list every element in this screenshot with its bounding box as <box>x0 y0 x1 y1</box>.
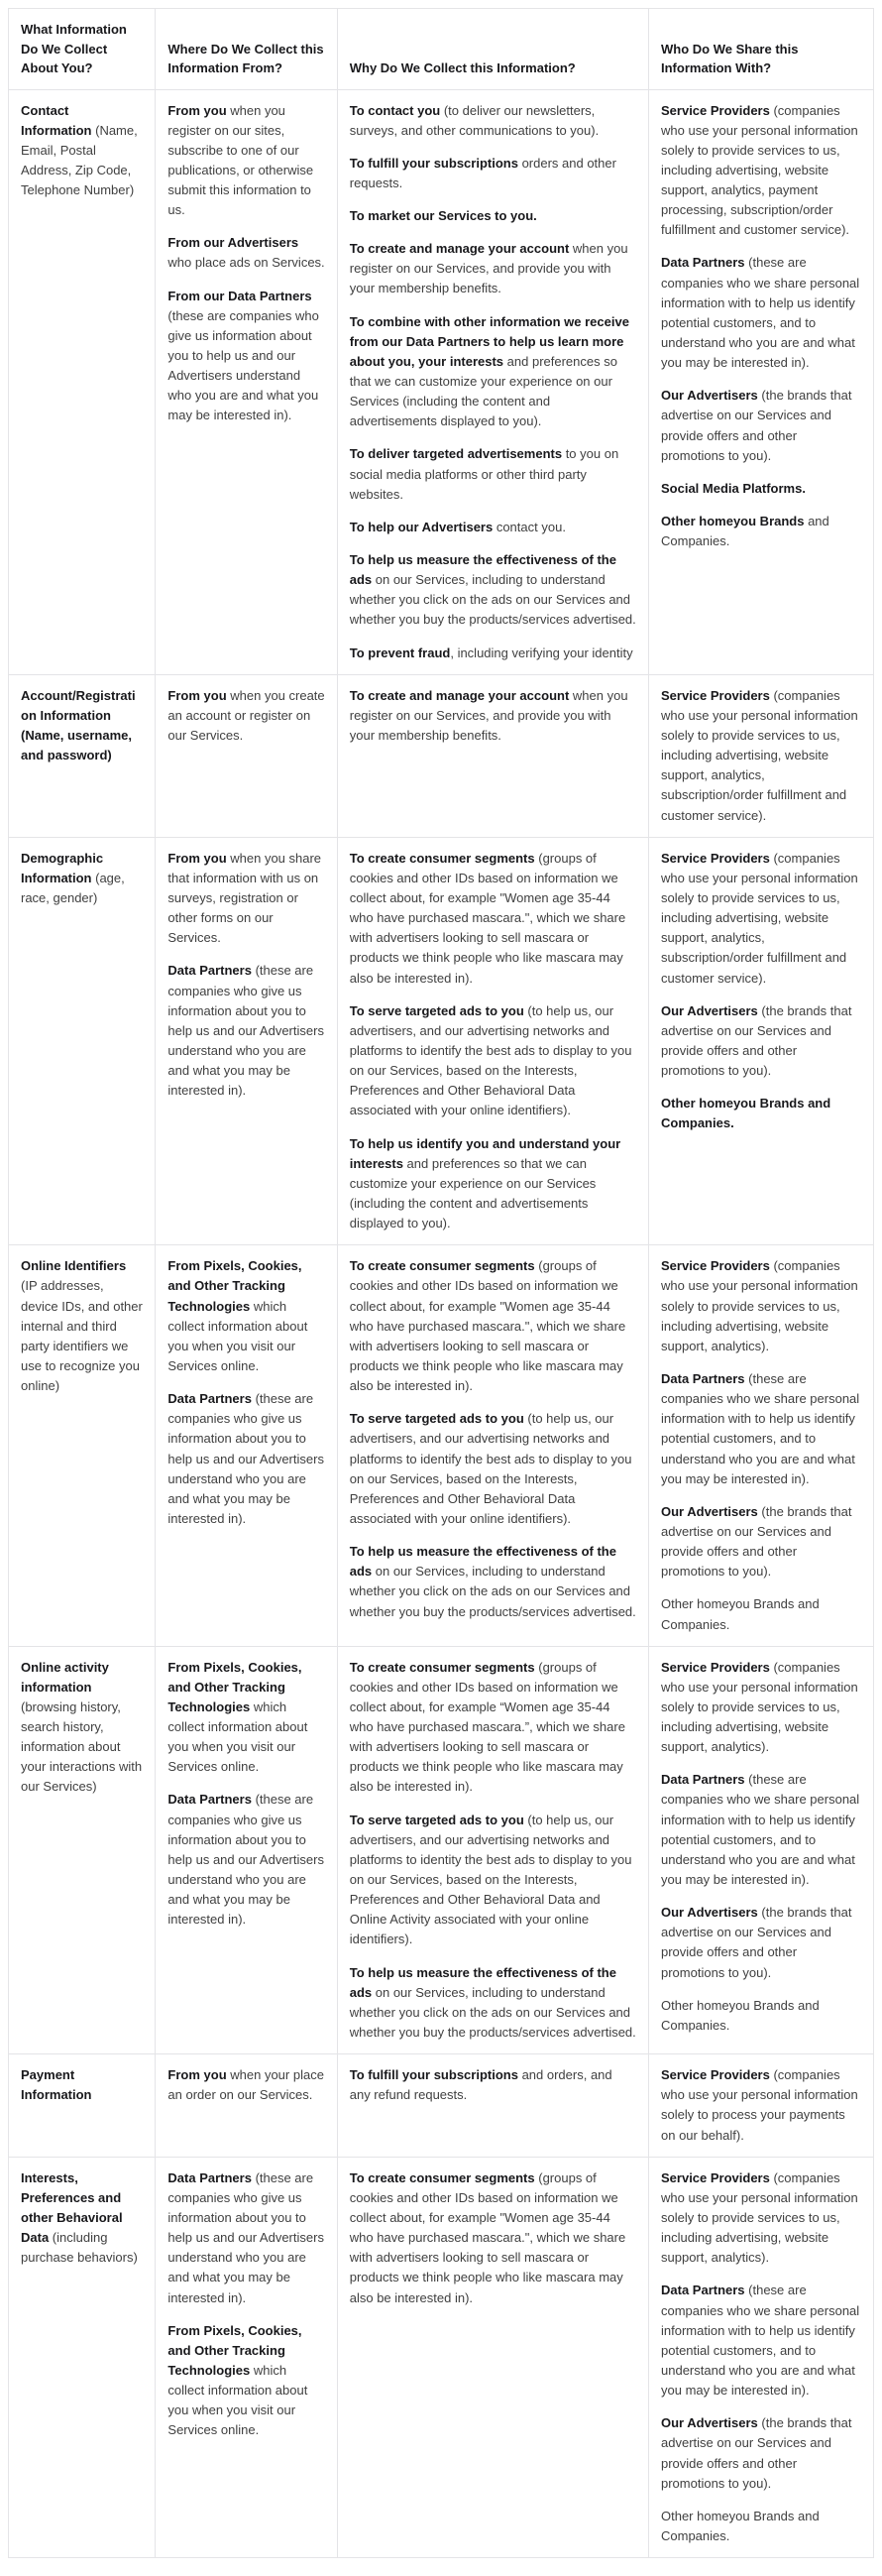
body-text: , including verifying your identity <box>450 644 633 660</box>
body-text: Other homeyou Brands and Companies. <box>661 1997 820 2033</box>
body-text: (these are companies who give us information about you to help us and our Advertisers understand who you are and what you may be interested in). <box>167 1391 324 1526</box>
data-collection-table <box>8 8 874 2558</box>
body-text: (companies who use your personal information solely to provide services to us, including advertising, website support, analytics, subscription/order fulfillment and customer service). <box>661 850 858 986</box>
bold-text: To create consumer segments <box>349 1258 535 1274</box>
cell-why-collect <box>337 89 648 674</box>
cell-paragraph <box>167 1658 324 1778</box>
cell-paragraph <box>661 1369 861 1489</box>
cell-why-collect <box>337 2157 648 2557</box>
cell-paragraph <box>167 961 324 1101</box>
bold-text: Payment Information <box>21 2067 92 2103</box>
body-text: orders and other requests. <box>349 155 616 190</box>
bold-text: Data Partners <box>167 1391 252 1407</box>
body-text: (to help us, our advertisers, and our advertising networks and platforms to identify the best ads to display to you on our Services, based on the Interests, Preferences and Other Behavioral Data associated with your online identifiers). <box>349 1002 632 1118</box>
cell-paragraph <box>661 1903 861 1983</box>
bold-text: Data Partners <box>167 963 252 979</box>
cell-who-share-with <box>649 1646 874 2054</box>
bold-text: Contact Information <box>21 102 92 138</box>
cell-who-share-with <box>649 674 874 837</box>
cell-paragraph <box>350 1542 636 1622</box>
bold-text: To serve targeted ads to you <box>349 1002 524 1018</box>
cell-what-we-collect <box>9 2157 156 2557</box>
cell-paragraph <box>661 1658 861 1758</box>
body-text: (the brands that advertise on our Services and provide offers and other promotions to you). <box>661 388 852 463</box>
cell-where-from <box>156 674 337 837</box>
cell-paragraph <box>661 101 861 241</box>
bold-text: To fulfill your subscriptions <box>349 155 518 171</box>
body-text: when your place an order on our Services. <box>167 2067 324 2103</box>
cell-paragraph <box>350 312 636 432</box>
cell-why-collect <box>337 1646 648 2054</box>
bold-text: From our Advertisers <box>167 235 299 251</box>
body-text: (companies who use your personal information solely to provide services to us, including advertising, website support, analytics). <box>661 1659 858 1755</box>
bold-text: Other homeyou Brands <box>661 514 805 529</box>
cell-paragraph <box>661 2168 861 2269</box>
cell-paragraph <box>350 644 636 663</box>
body-text: when you register on our Services, and provide you with your membership benefits. <box>349 241 628 296</box>
body-text: (age, race, gender) <box>21 870 125 905</box>
cell-who-share-with <box>649 2054 874 2158</box>
column-header-2: Where Do We Collect this Information From? <box>156 9 337 90</box>
cell-paragraph <box>661 849 861 989</box>
body-text: (to help us, our advertisers, and our advertising networks and platforms to identify the best ads to display to you on our Services, based on the Interests, Preferences and Other Behavioral Data associated with your online identifiers). <box>349 1411 632 1526</box>
bold-text: Service Providers <box>661 2067 770 2083</box>
cell-paragraph <box>661 2507 861 2546</box>
cell-paragraph <box>350 2168 636 2308</box>
body-text: (these are companies who we share personal information with to help us identify potential customers, and to understand who you are and what you may be interested in). <box>661 255 860 371</box>
cell-what-we-collect <box>9 2054 156 2158</box>
bold-text: Our Advertisers <box>661 1905 758 1921</box>
bold-text: To help us measure the effectiveness of the ads <box>349 552 616 588</box>
body-text: (these are companies who give us information about you to help us and our Advertisers understand who you are and what you may be interested in). <box>167 2169 324 2305</box>
body-text: Other homeyou Brands and Companies. <box>661 2508 820 2543</box>
cell-why-collect <box>337 1245 648 1646</box>
bold-text: From Pixels, Cookies, and Other Tracking Technologies <box>167 1258 302 1314</box>
bold-text: From you <box>167 102 227 118</box>
body-text: on our Services, including to understand whether you click on the ads on our Services and whether you buy the products/services advertised. <box>349 572 636 628</box>
column-header-4: Who Do We Share this Information With? <box>649 9 874 90</box>
table-body <box>9 89 874 2558</box>
cell-who-share-with <box>649 837 874 1245</box>
bold-text: Data Partners <box>661 1370 745 1386</box>
table-row <box>9 89 874 674</box>
bold-text: Our Advertisers <box>661 1002 758 1018</box>
cell-paragraph <box>661 253 861 373</box>
bold-text: To serve targeted ads to you <box>349 1411 524 1427</box>
body-text: and preferences so that we can customize your experience on our Services (including the content and advertisements displayed to you). <box>349 1155 597 1231</box>
table-header-row <box>9 9 874 90</box>
body-text: which collect information about you when you visit our Services online. <box>167 1298 308 1373</box>
body-text: (groups of cookies and other IDs based on information we collect about, for example "Women age 35-44 who have purchased mascara.", which we share with advertisers looking to sell mascara or products we think people who like mascara may also be interested in). <box>349 2169 626 2305</box>
cell-paragraph <box>350 101 636 141</box>
cell-paragraph <box>167 233 324 273</box>
column-header-1: What Information Do We Collect About You? <box>9 9 156 90</box>
body-text: (browsing history, search history, information about your interactions with our Services) <box>21 1698 143 1795</box>
cell-paragraph <box>350 1963 636 2044</box>
cell-what-we-collect <box>9 674 156 837</box>
bold-text: To create and manage your account <box>349 687 570 703</box>
cell-paragraph <box>661 2065 861 2146</box>
bold-text: To create consumer segments <box>349 850 535 866</box>
cell-paragraph <box>350 1001 636 1121</box>
cell-where-from <box>156 2054 337 2158</box>
body-text: when you create an account or register on our Services. <box>167 687 325 744</box>
bold-text: From you <box>167 850 227 866</box>
cell-paragraph <box>167 2321 324 2441</box>
cell-what-we-collect <box>9 1245 156 1646</box>
cell-why-collect <box>337 2054 648 2158</box>
bold-text: Service Providers <box>661 102 770 118</box>
cell-paragraph <box>167 1790 324 1930</box>
body-text: and Companies. <box>661 514 829 549</box>
body-text: (the brands that advertise on our Services and provide offers and other promotions to you). <box>661 1905 852 1980</box>
cell-who-share-with <box>649 2157 874 2557</box>
cell-paragraph <box>350 206 636 226</box>
bold-text: From Pixels, Cookies, and Other Tracking Technologies <box>167 2322 302 2378</box>
cell-paragraph <box>167 2168 324 2308</box>
bold-text: From you <box>167 687 227 703</box>
cell-paragraph <box>21 2065 143 2105</box>
cell-where-from <box>156 837 337 1245</box>
bold-text: Data Partners <box>661 1772 745 1788</box>
bold-text: Our Advertisers <box>661 2415 758 2431</box>
bold-text: To help our Advertisers <box>349 519 494 534</box>
bold-text: Service Providers <box>661 850 770 866</box>
bold-text: To contact you <box>349 102 441 118</box>
cell-paragraph <box>661 686 861 826</box>
cell-paragraph <box>661 512 861 551</box>
bold-text: Data Partners <box>167 1792 252 1808</box>
cell-paragraph <box>21 686 143 766</box>
cell-paragraph <box>350 1409 636 1529</box>
cell-where-from <box>156 89 337 674</box>
bold-text: To deliver targeted advertisements <box>349 446 563 462</box>
cell-paragraph <box>350 686 636 746</box>
body-text: (companies who use your personal information solely to provide services to us, including advertising, website support, analytics). <box>661 1258 858 1353</box>
body-text: (groups of cookies and other IDs based on information we collect about, for example "Women age 35-44 who have purchased mascara.", which we share with advertisers looking to sell mascara or products we think people who like mascara may also be interested in). <box>349 1258 626 1394</box>
bold-text: To create consumer segments <box>349 2169 535 2185</box>
body-text: (to deliver our newsletters, surveys, and other communications to you). <box>349 102 600 138</box>
cell-paragraph <box>661 1001 861 1082</box>
cell-why-collect <box>337 674 648 837</box>
cell-who-share-with <box>649 1245 874 1646</box>
bold-text: Online activity information <box>21 1659 109 1695</box>
body-text: (the brands that advertise on our Services and provide offers and other promotions to you). <box>661 2415 852 2491</box>
cell-who-share-with <box>649 89 874 674</box>
cell-paragraph <box>350 518 636 537</box>
cell-what-we-collect <box>9 89 156 674</box>
cell-paragraph <box>167 2065 324 2105</box>
table-row <box>9 1245 874 1646</box>
cell-paragraph <box>661 1770 861 1890</box>
body-text: (these are companies who we share personal information with to help us identify potential customers, and to understand who you are and what you may be interested in). <box>661 1772 860 1888</box>
body-text: (IP addresses, device IDs, and other internal and third party identifiers we use to recognize you online) <box>21 1278 143 1394</box>
cell-paragraph <box>21 849 143 908</box>
bold-text: To help us measure the effectiveness of the ads <box>349 1964 616 2000</box>
body-text: (companies who use your personal information solely to provide services to us, including advertising, website support, analytics). <box>661 2169 858 2266</box>
body-text: who place ads on Services. <box>167 255 325 271</box>
body-text: (these are companies who we share personal information with to help us identify potential customers, and to understand who you are and what you may be interested in). <box>661 2283 860 2399</box>
bold-text: Service Providers <box>661 1258 770 1274</box>
cell-paragraph <box>661 1594 861 1634</box>
cell-paragraph <box>350 1256 636 1396</box>
body-text: (these are companies who give us information about you to help us and our Advertisers understand who you are and what you may be interested in). <box>167 1792 324 1928</box>
cell-where-from <box>156 1646 337 2054</box>
table-row <box>9 2054 874 2158</box>
bold-text: From Pixels, Cookies, and Other Tracking Technologies <box>167 1659 302 1714</box>
cell-paragraph <box>661 1256 861 1356</box>
cell-where-from <box>156 2157 337 2557</box>
table-head <box>9 9 874 90</box>
bold-text: To help us measure the effectiveness of the ads <box>349 1544 616 1580</box>
bold-text: Our Advertisers <box>661 1503 758 1519</box>
bold-text: To create and manage your account <box>349 241 570 257</box>
bold-text: Data Partners <box>661 255 745 271</box>
bold-text: Service Providers <box>661 2169 770 2185</box>
body-text: (the brands that advertise on our Services and provide offers and other promotions to you). <box>661 1503 852 1580</box>
body-text: Other homeyou Brands and Companies. <box>661 1596 820 1632</box>
cell-paragraph <box>661 1502 861 1582</box>
bold-text: Demographic Information <box>21 850 104 885</box>
body-text: when you register on our sites, subscribe to one of our publications, or otherwise submit this information to us. <box>167 102 314 218</box>
body-text: which collect information about you when you visit our Services online. <box>167 2363 308 2438</box>
cell-paragraph <box>661 386 861 466</box>
bold-text: Data Partners <box>661 2283 745 2298</box>
body-text: (groups of cookies and other IDs based on information we collect about, for example “Women age 35-44 who have purchased mascara.”, which we share with advertisers looking to sell mascara or products we think people who like mascara may also be interested in). <box>349 1659 625 1795</box>
body-text: (these are companies who give us information about you to help us and our Advertisers understand who you are and what you may be interested in). <box>167 963 324 1099</box>
bold-text: To fulfill your subscriptions <box>349 2067 518 2083</box>
cell-paragraph <box>661 1094 861 1133</box>
cell-paragraph <box>21 2168 143 2269</box>
table-row <box>9 2157 874 2557</box>
bold-text: To help us identify you and understand your interests <box>349 1135 621 1171</box>
body-text: on our Services, including to understand whether you click on the ads on our Services and whether you buy the products/services advertised. <box>349 1564 636 1619</box>
bold-text: To combine with other information we receive from our Data Partners to help us learn more about you, your interests <box>349 313 629 369</box>
body-text: and preferences so that we can customize your experience on our Services (including the content and advertisements displayed to you). <box>349 353 617 429</box>
body-text: (the brands that advertise on our Services and provide offers and other promotions to you). <box>661 1002 852 1079</box>
body-text: when you share that information with us on surveys, registration or other forms on our Services. <box>167 850 322 946</box>
cell-paragraph <box>350 154 636 193</box>
cell-paragraph <box>661 479 861 499</box>
cell-what-we-collect <box>9 1646 156 2054</box>
body-text: contact you. <box>493 519 566 534</box>
cell-paragraph <box>167 686 324 746</box>
bold-text: To serve targeted ads to you <box>349 1812 524 1827</box>
body-text: to you on social media platforms or other third party websites. <box>349 446 619 502</box>
table-row <box>9 1646 874 2054</box>
body-text: (including purchase behaviors) <box>21 2230 138 2266</box>
body-text: (these are companies who we share personal information with to help us identify potential customers, and to understand who you are and what you may be interested in). <box>661 1370 860 1486</box>
cell-paragraph <box>21 101 143 201</box>
bold-text: Interests, Preferences and other Behavioral Data <box>21 2169 123 2246</box>
cell-paragraph <box>661 1996 861 2036</box>
cell-paragraph <box>350 239 636 298</box>
cell-paragraph <box>350 1811 636 1950</box>
body-text: (these are companies who give us information about you to help us and our Advertisers understand who you are and what you may be interested in). <box>167 307 319 423</box>
cell-paragraph <box>21 1256 143 1396</box>
cell-paragraph <box>167 849 324 949</box>
body-text: and orders, and any refund requests. <box>349 2067 612 2103</box>
bold-text: Service Providers <box>661 687 770 703</box>
bold-text: To create consumer segments <box>349 1659 535 1675</box>
cell-paragraph <box>167 1389 324 1529</box>
bold-text: From our Data Partners <box>167 288 312 303</box>
cell-paragraph <box>167 1256 324 1376</box>
bold-text: Data Partners <box>167 2169 252 2185</box>
cell-paragraph <box>350 1134 636 1234</box>
bold-text: Social Media Platforms. <box>661 480 806 496</box>
cell-paragraph <box>350 2065 636 2105</box>
body-text: (companies who use your personal information solely to process your payments on our behalf). <box>661 2067 858 2143</box>
body-text: (companies who use your personal information solely to provide services to us, including advertising, website support, analytics, payment processing, subscription/order fulfillment and customer service). <box>661 102 858 238</box>
column-header-3: Why Do We Collect this Information? <box>337 9 648 90</box>
cell-paragraph <box>350 550 636 631</box>
bold-text: To market our Services to you. <box>349 208 537 224</box>
body-text: (Name, Email, Postal Address, Zip Code, Telephone Number) <box>21 122 138 198</box>
bold-text: Account/Registration Information (Name, username, and password) <box>21 687 136 763</box>
bold-text: To prevent fraud <box>349 644 451 660</box>
cell-paragraph <box>661 2281 861 2400</box>
bold-text: Our Advertisers <box>661 388 758 404</box>
bold-text: Online Identifiers <box>21 1258 127 1274</box>
cell-paragraph <box>21 1658 143 1798</box>
table-row <box>9 837 874 1245</box>
table-row <box>9 674 874 837</box>
cell-paragraph <box>167 287 324 426</box>
cell-paragraph <box>350 444 636 504</box>
cell-paragraph <box>167 101 324 221</box>
body-text: when you register on our Services, and provide you with your membership benefits. <box>349 687 628 744</box>
cell-what-we-collect <box>9 837 156 1245</box>
body-text: on our Services, including to understand whether you click on the ads on our Services and whether you buy the products/services advertised. <box>349 1984 636 2041</box>
cell-why-collect <box>337 837 648 1245</box>
body-text: (groups of cookies and other IDs based on information we collect about, for example "Women age 35-44 who have purchased mascara.", which we share with advertisers looking to sell mascara or products we think people who like mascara may also be interested in). <box>349 850 626 986</box>
bold-text: From you <box>167 2067 227 2083</box>
cell-paragraph <box>661 2413 861 2494</box>
cell-paragraph <box>350 1658 636 1798</box>
body-text: which collect information about you when you visit our Services online. <box>167 1698 308 1775</box>
bold-text: Other homeyou Brands and Companies. <box>661 1096 831 1131</box>
body-text: (companies who use your personal information solely to provide services to us, including advertising, website support, analytics, subscription/order fulfillment and customer service). <box>661 687 858 823</box>
body-text: (to help us, our advertisers, and our advertising networks and platforms to identity the best ads to display to you on our Services, based on the Interests, Preferences and Other Behavioral Data and Online Activity associated with your online identifiers). <box>349 1812 632 1947</box>
bold-text: Service Providers <box>661 1659 770 1675</box>
cell-paragraph <box>350 849 636 989</box>
cell-where-from <box>156 1245 337 1646</box>
